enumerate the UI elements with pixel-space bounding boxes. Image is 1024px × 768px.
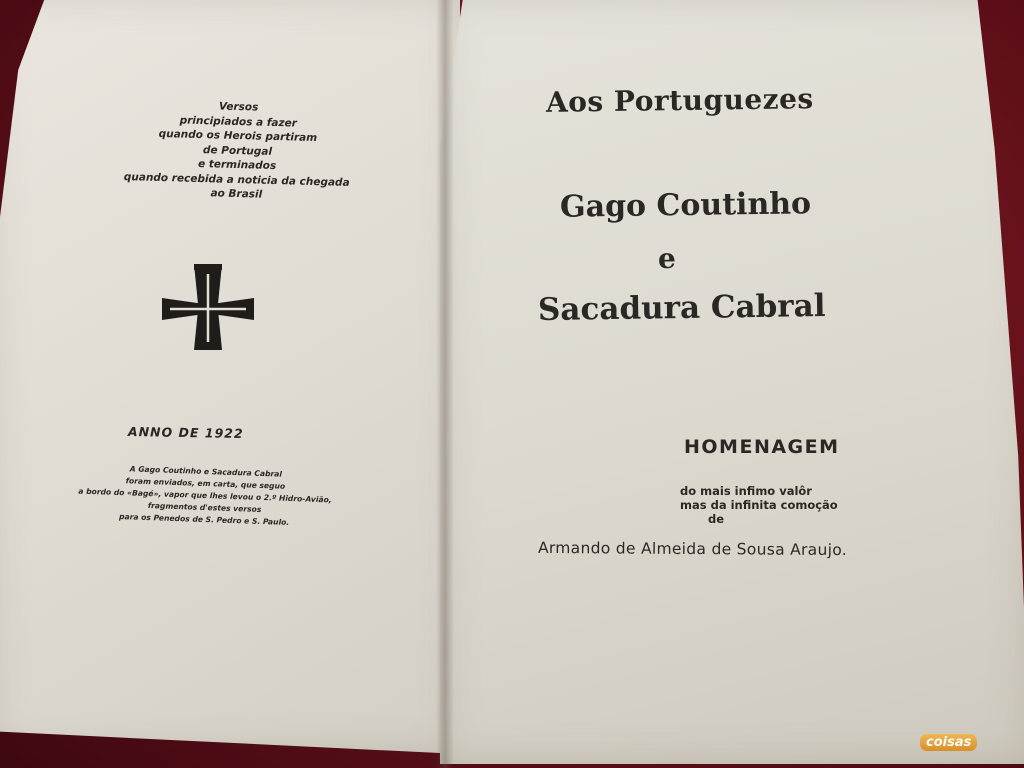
title-conjunction: e (657, 241, 677, 276)
watermark-logo: coisas (920, 734, 977, 751)
subtitle-line: do mais infimo valôr (680, 484, 812, 498)
book-gutter (436, 0, 454, 768)
note-line: A Gago Coutinho e Sacadura Cabral (129, 464, 283, 479)
verses-text (94, 96, 382, 205)
verses-line: e terminados (197, 157, 277, 173)
note-line: foram enviados, em carta, que seguo (125, 476, 286, 491)
cross-pattee-icon (158, 260, 258, 354)
verses-line: quando recebida a noticia da chegada (123, 170, 350, 189)
subtitle-line: de (708, 512, 725, 526)
verses-line: Versos (218, 100, 259, 114)
author-name: Armando de Almeida de Sousa Araujo. (537, 538, 848, 560)
year-label: ANNO DE 1922 (127, 423, 244, 442)
subtitle-line: mas da infinita comoção (680, 498, 838, 512)
note-line: a bordo do «Bagé», vapor que lhes levou o 2.º Hidro-Avião, (78, 486, 332, 505)
verses-line: ao Brasil (210, 187, 263, 201)
title-name-cabral: Sacadura Cabral (537, 287, 826, 329)
note-line: para os Penedos de S. Pedro e S. Paulo. (118, 512, 290, 527)
verses-line: de Portugal (202, 143, 273, 158)
verses-line: quando os Herois partiram (158, 127, 318, 145)
verses-line: principiados a fazer (179, 113, 298, 130)
homenagem-subtitle (680, 484, 910, 526)
dispatch-note (39, 460, 371, 531)
homenagem-heading: HOMENAGEM (684, 436, 840, 458)
title-dedication: Aos Portuguezes (545, 82, 814, 119)
note-line: fragmentos d'estes versos (147, 501, 262, 514)
title-name-coutinho: Gago Coutinho (559, 186, 812, 225)
